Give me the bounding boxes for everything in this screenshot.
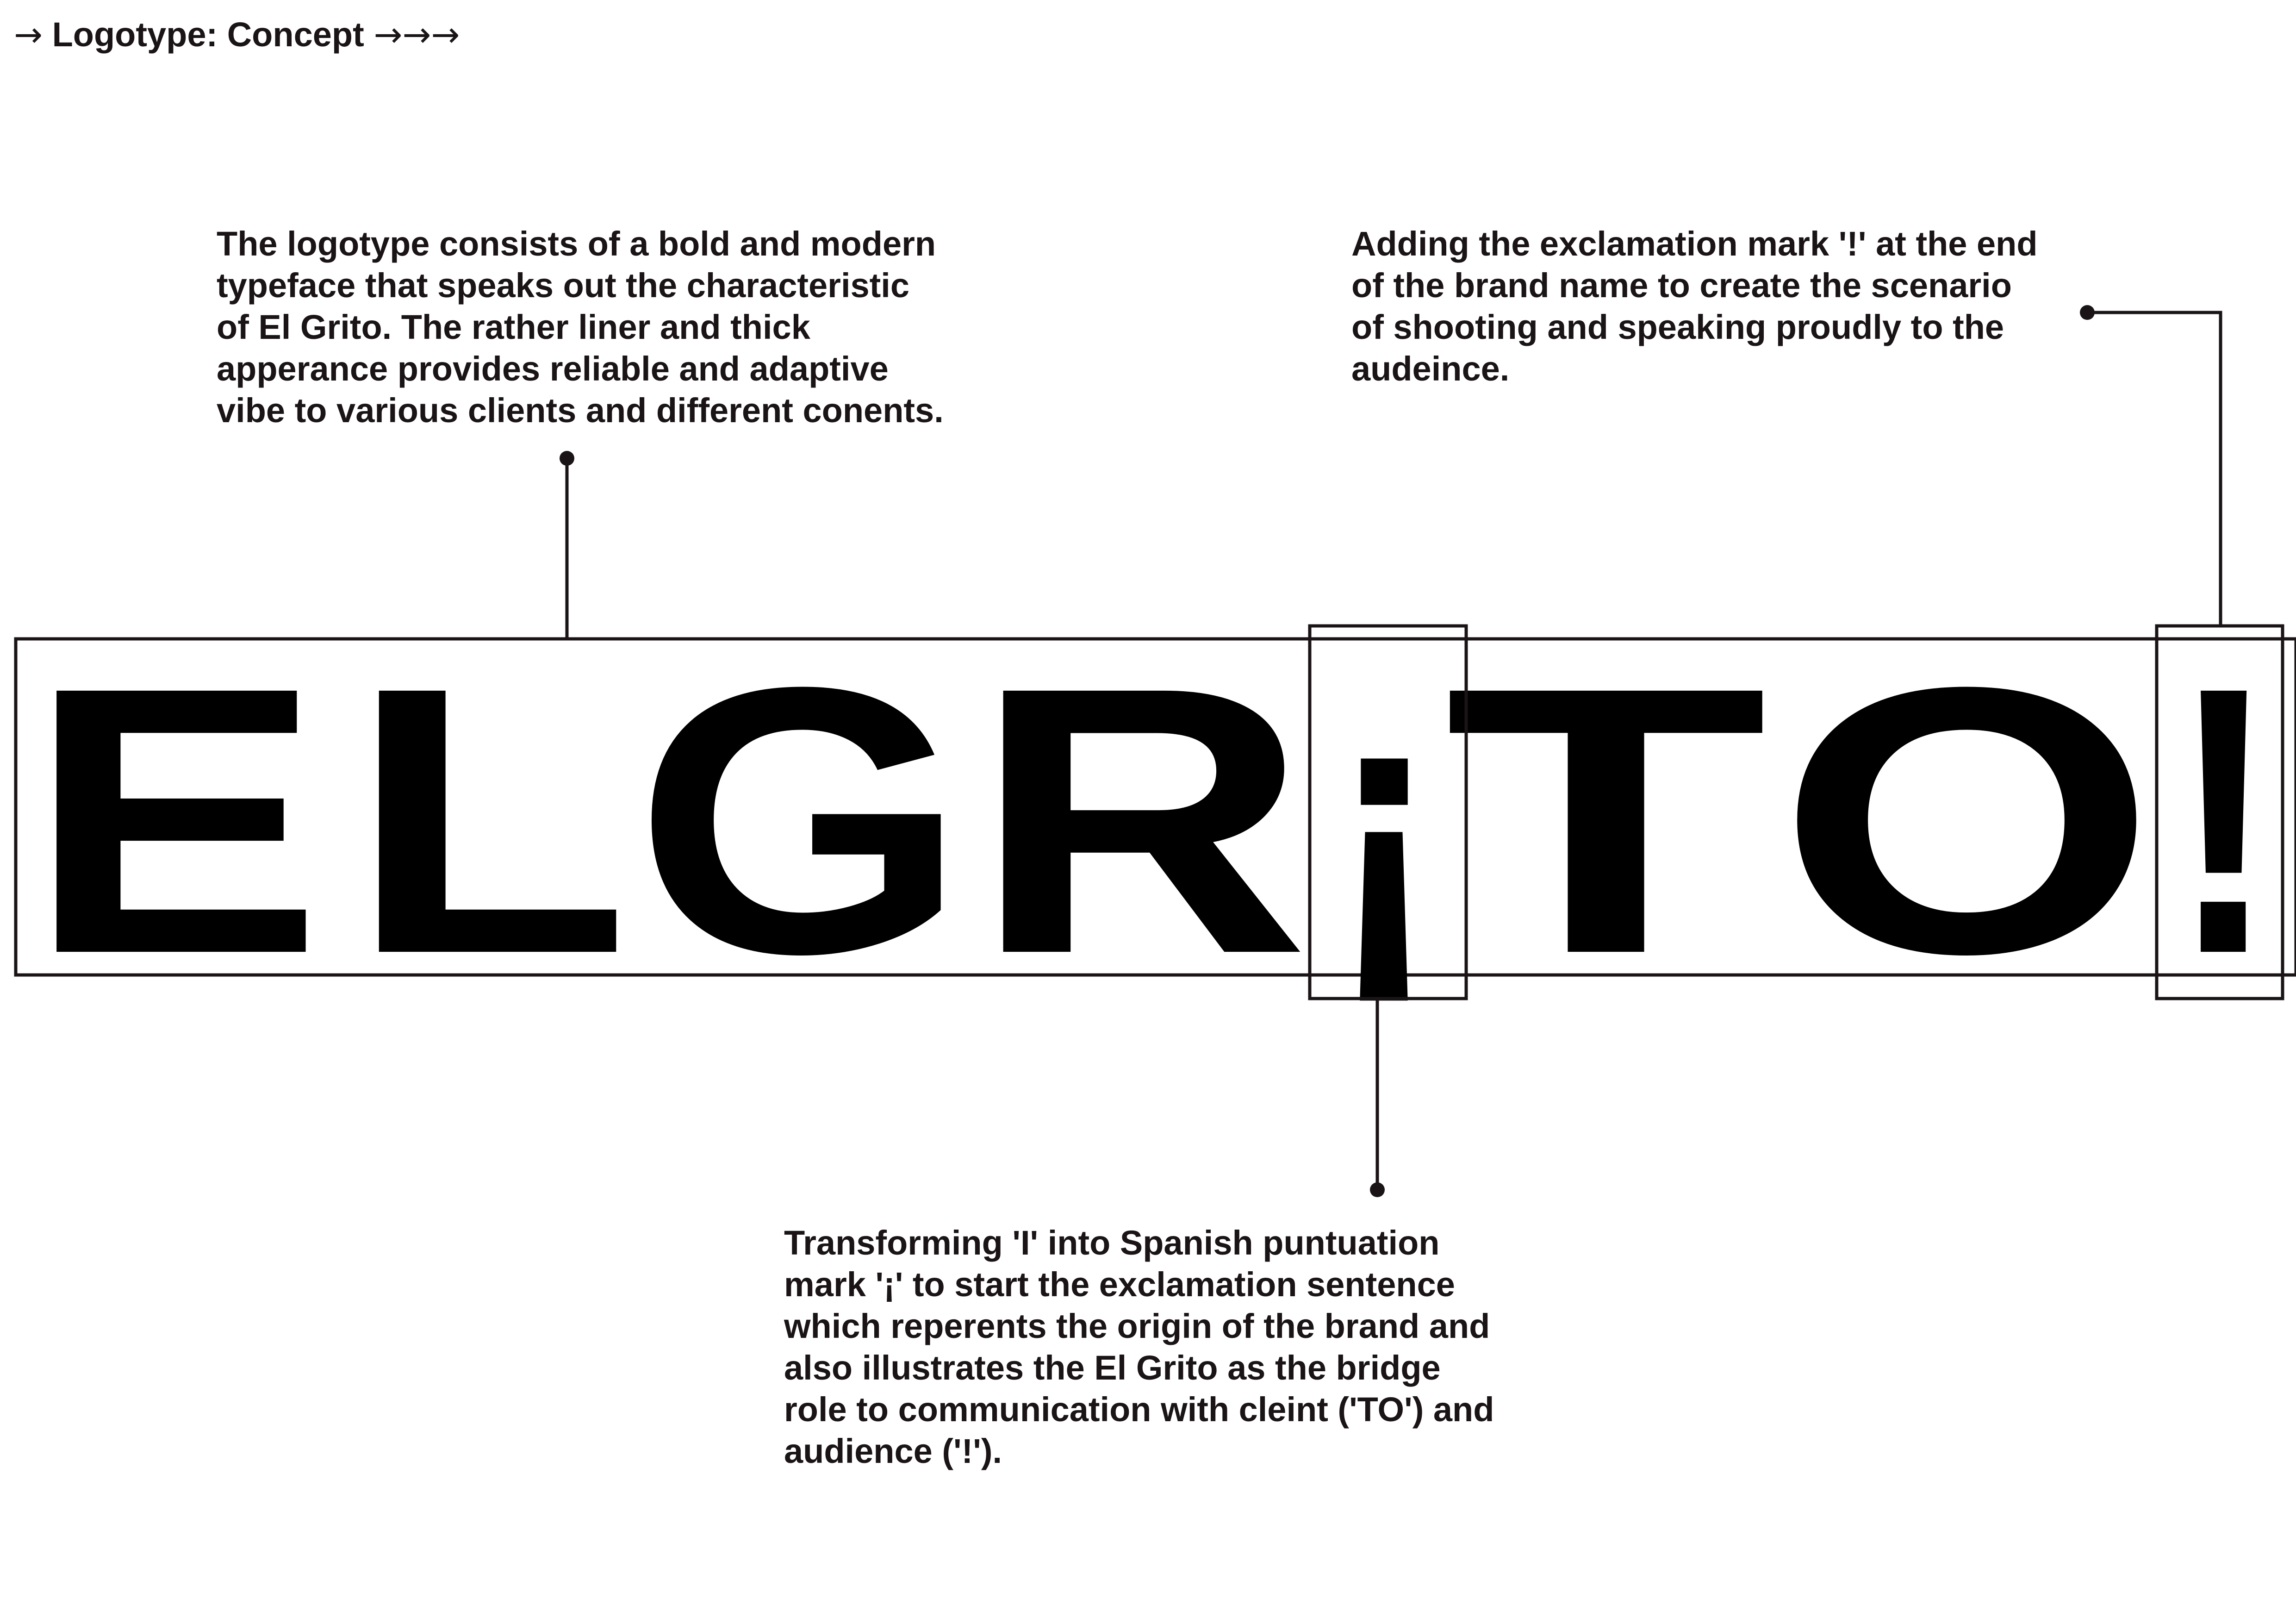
annotation-line: of the brand name to create the scenario [1351, 266, 2012, 305]
annotation-line: apperance provides reliable and adaptive [217, 350, 889, 388]
letter-e: E [27, 608, 323, 1032]
letter-g: G [634, 608, 967, 1032]
annotation-line: audience ('!'). [784, 1432, 1002, 1470]
annotation-line: The logotype consists of a bold and modern [217, 225, 936, 263]
annotation-line: Transforming 'I' into Spanish puntuation [784, 1224, 1440, 1262]
letter-exclamation: ! [2171, 608, 2277, 1032]
leader-line-inverted-exclamation [1370, 999, 1385, 1197]
triple-arrow-icon: →→→ [373, 15, 460, 55]
arrow-right-icon: → [14, 15, 43, 55]
letter-o: O [1777, 608, 2157, 1032]
letter-l: L [348, 608, 630, 1032]
annotation-line: Adding the exclamation mark '!' at the end [1351, 225, 2038, 263]
wordmark [27, 608, 2277, 1032]
letter-t: T [1444, 608, 1768, 1032]
annotation-line: vibe to various clients and different conents. [217, 391, 944, 430]
annotation-line: mark '¡' to start the exclamation sentence [784, 1265, 1455, 1304]
page-title-text: Logotype: Concept [52, 15, 364, 54]
letter-r: R [972, 608, 1310, 1032]
annotation-line: which reperents the origin of the brand and [784, 1307, 1490, 1345]
leader-line-exclamation [2080, 305, 2221, 626]
annotation-line: of shooting and speaking proudly to the [1351, 308, 2004, 346]
annotation-line: also illustrates the El Grito as the bridge [784, 1349, 1441, 1387]
letter-inverted-exclamation: ¡ [1328, 626, 1439, 1019]
annotation-line: role to communication with cleint ('TO') and [784, 1390, 1494, 1429]
annotation-line: audeince. [1351, 350, 1510, 388]
annotation-line: of El Grito. The rather liner and thick [217, 308, 810, 346]
annotation-line: typeface that speaks out the characteristic [217, 266, 910, 305]
